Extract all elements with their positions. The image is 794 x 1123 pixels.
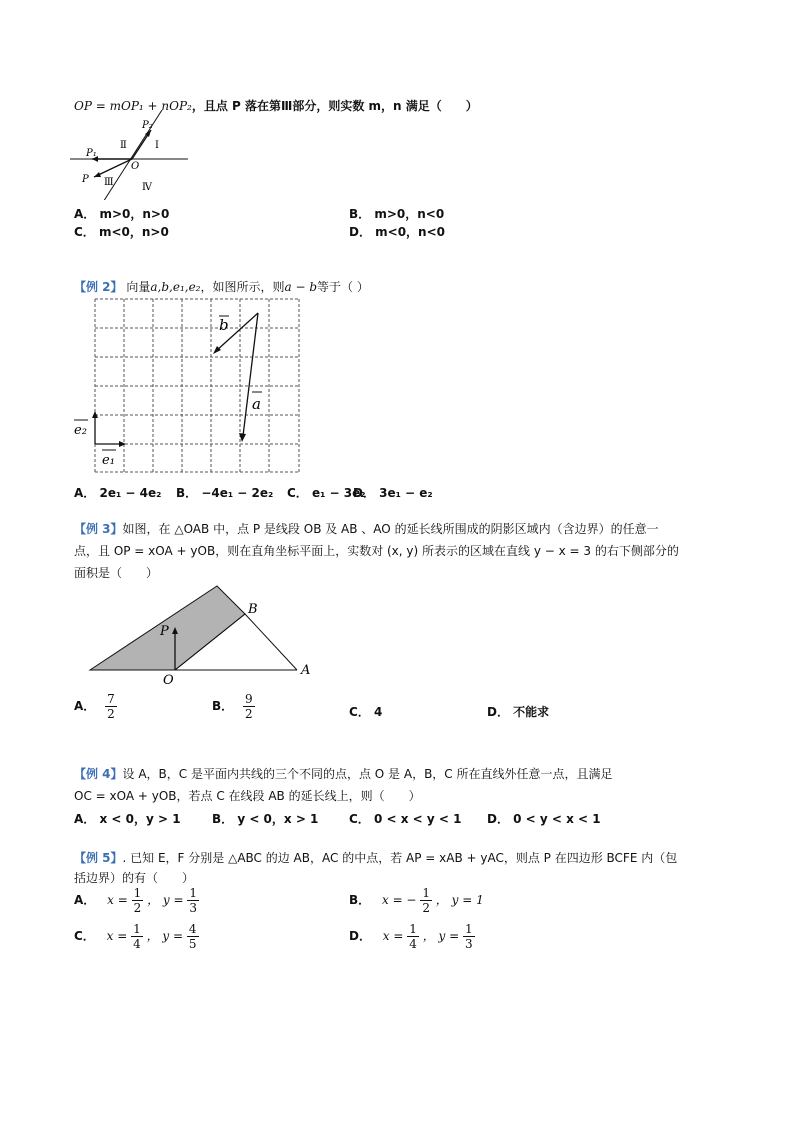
q3-stem-line3: 面积是（ ） [74, 566, 159, 580]
q5-option-a-yfrac [187, 886, 199, 915]
q5-option-d-label: D． [349, 929, 371, 943]
q5-option-c-xden: 4 [133, 937, 141, 951]
q1-region-4: Ⅳ [142, 182, 152, 193]
q1-stem-expr: OP = mOP₁ + nOP₂ [74, 99, 192, 113]
q5-option-d-ynum: 1 [465, 922, 473, 936]
q1-region-2: Ⅱ [120, 140, 127, 151]
q5-option-a-xnum: 1 [133, 886, 142, 900]
q3-option-c[interactable]: C． 4 [349, 705, 383, 719]
q4-option-a[interactable]: A． x < 0，y > 1 [74, 812, 181, 826]
q5-option-c-y: ， y = [146, 929, 184, 943]
q2-vector-a [243, 313, 258, 436]
q3-option-a-num: 7 [107, 692, 115, 706]
q5-option-c-xnum: 1 [133, 922, 141, 936]
q3-stem-line2: 点，且 OP = xOA + yOB，则在直角坐标平面上，实数对 (x, y) 所表示的区域在直线 y − x = 3 的右下侧部分的 [74, 544, 679, 558]
q5-option-d-xden: 4 [409, 937, 417, 951]
q2-option-c[interactable]: C． e₁ − 3e₂ [287, 486, 366, 500]
q5-option-a-y: ， y = [147, 893, 184, 907]
q5-option-d-yfrac [463, 922, 475, 951]
q4-option-c[interactable]: C． 0 < x < y < 1 [349, 812, 462, 826]
q3-option-b-frac [243, 692, 255, 721]
q5-option-b[interactable] [349, 886, 484, 915]
q2-label-e1: e₁ [102, 453, 115, 468]
q5-line1-text: . 已知 E，F 分别是 △ABC 的边 AB，AC 的中点，若 AP = xAB + yAC，则点 P 在四边形 BCFE 内（包 [122, 851, 678, 865]
q2-label-e2: e₂ [74, 423, 87, 438]
q4-stem-line1 [74, 765, 613, 782]
q3-stem-line1 [74, 520, 659, 537]
q5-option-a-xden: 2 [133, 901, 142, 915]
q5-option-d-xnum: 1 [409, 922, 417, 936]
q5-option-d-yden: 3 [465, 937, 473, 951]
q3-option-d[interactable]: D． 不能求 [487, 705, 550, 719]
q4-stem-line2: OC = xOA + yOB，若点 C 在线段 AB 的延长线上，则（ ） [74, 789, 421, 803]
q2-stem-c: 等于（ ） [317, 280, 369, 294]
q2-arrow-e1 [119, 441, 126, 447]
q5-tag: 【例 5】 [74, 851, 123, 865]
q2-label-b: b [219, 316, 229, 334]
q1-figure [70, 110, 195, 200]
q5-option-c-yfrac [187, 922, 199, 951]
q2-figure [70, 292, 310, 477]
q3-option-b-den: 2 [244, 707, 253, 721]
q2-option-b[interactable]: B． −4e₁ − 2e₂ [176, 486, 274, 500]
q5-option-a-yden: 3 [189, 901, 197, 915]
q3-option-a-frac [105, 692, 117, 721]
q5-option-c-label: C． [74, 929, 95, 943]
q3-option-a-den: 2 [107, 707, 115, 721]
q2-stem-a: 向量 [126, 280, 151, 294]
q3-label-b: B [248, 602, 258, 617]
q1-stem-text: ，且点 P 落在第Ⅲ部分，则实数 m，n 满足（ ） [191, 99, 478, 113]
q4-option-b[interactable]: B． y < 0，x > 1 [212, 812, 319, 826]
q2-option-d[interactable]: D． 3e₁ − e₂ [353, 486, 433, 500]
q2-tag: 【例 2】 [74, 280, 123, 294]
q2-stem-expr: a − b [284, 280, 318, 294]
q3-line1-text: 如图，在 △OAB 中，点 P 是线段 OB 及 AB 、AO 的延长线所围成的阴影区域内（含边界）的任意一 [122, 522, 659, 536]
q3-tag: 【例 3】 [74, 522, 123, 536]
q1-region-1: Ⅰ [155, 140, 159, 151]
q5-option-d-y: ， y = [422, 929, 460, 943]
q5-option-c[interactable] [74, 922, 199, 951]
q5-option-a-label: A． [74, 893, 96, 907]
q1-option-c[interactable]: C． m<0，n>0 [74, 225, 169, 239]
q3-option-b[interactable] [212, 692, 255, 721]
q3-figure [85, 580, 325, 690]
q5-option-b-label: B． [349, 893, 371, 907]
q5-option-b-xden: 2 [422, 901, 430, 915]
q5-option-c-x: x = [106, 929, 128, 943]
q5-option-d[interactable] [349, 922, 475, 951]
q1-label-p1: P₁ [86, 148, 97, 159]
q4-option-d[interactable]: D． 0 < y < x < 1 [487, 812, 601, 826]
q1-option-a[interactable]: A． m>0，n>0 [74, 207, 170, 221]
q5-stem-line2: 括边界）的有（ ） [74, 871, 195, 885]
q1-option-d[interactable]: D． m<0，n<0 [349, 225, 445, 239]
q3-option-a-label: A． [74, 699, 96, 713]
q3-option-b-label: B． [212, 699, 234, 713]
q3-label-o: O [163, 673, 174, 688]
q4-line1-text: 设 A，B，C 是平面内共线的三个不同的点，点 O 是 A，B，C 所在直线外任意一点，且满足 [122, 767, 613, 781]
q5-option-b-x: x = − [381, 893, 417, 907]
q1-arrow-p [94, 172, 101, 177]
q5-option-c-xfrac [131, 922, 143, 951]
q5-option-c-yden: 5 [188, 937, 197, 951]
q2-grid [95, 299, 299, 472]
q2-stem-b: ，如图所示，则 [200, 280, 285, 294]
q3-label-a: A [301, 663, 311, 678]
q1-region-3: Ⅲ [104, 177, 114, 188]
q5-option-b-y: ， y = 1 [435, 893, 484, 907]
q5-option-d-x: x = [382, 929, 404, 943]
q3-option-a[interactable] [74, 692, 117, 721]
q4-tag: 【例 4】 [74, 767, 123, 781]
q1-label-p2: P₂ [142, 120, 153, 131]
q1-label-p: P [82, 174, 89, 185]
q3-segment-ba [245, 614, 297, 670]
q5-option-b-xnum: 1 [422, 886, 430, 900]
q3-option-b-num: 9 [244, 692, 253, 706]
q5-option-a-ynum: 1 [189, 886, 197, 900]
q5-option-a-x: x = [107, 893, 128, 907]
q3-label-p: P [160, 624, 169, 639]
q1-option-b[interactable]: B． m>0，n<0 [349, 207, 445, 221]
q2-stem-vecs: a,b,e₁,e₂ [150, 280, 201, 294]
q5-option-c-ynum: 4 [188, 922, 197, 936]
q5-option-a[interactable] [74, 886, 199, 915]
q2-option-a[interactable]: A． 2e₁ − 4e₂ [74, 486, 162, 500]
q5-option-a-xfrac [132, 886, 144, 915]
q2-label-a: a [252, 395, 261, 413]
q5-option-d-xfrac [407, 922, 419, 951]
q5-option-b-xfrac [420, 886, 432, 915]
q5-stem-line1 [74, 849, 677, 866]
q1-label-o: O [131, 161, 140, 172]
